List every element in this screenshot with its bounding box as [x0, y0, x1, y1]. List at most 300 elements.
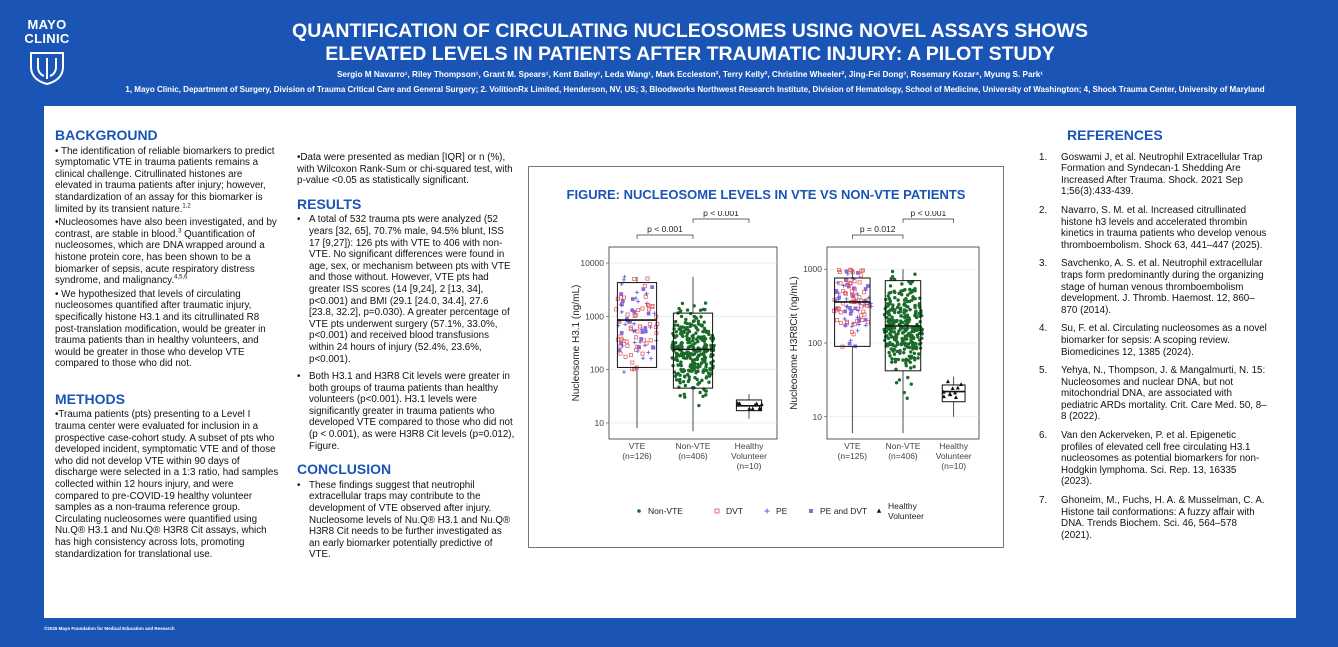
legend-dot-icon — [637, 509, 641, 513]
references-heading: REFERENCES — [1067, 127, 1163, 143]
data-point — [887, 310, 890, 313]
data-point — [678, 373, 681, 376]
data-point — [693, 362, 696, 365]
data-point — [693, 376, 696, 379]
x-tick-sublabel: Volunteer — [935, 451, 972, 461]
data-point — [642, 288, 645, 291]
data-point — [902, 351, 905, 354]
data-point — [909, 366, 912, 369]
data-point — [896, 341, 899, 344]
mayo-clinic-logo — [20, 18, 74, 85]
data-point — [702, 353, 705, 356]
conclusion-heading: CONCLUSION — [297, 461, 392, 478]
data-point — [685, 322, 688, 325]
data-point — [907, 332, 910, 335]
methods-heading: METHODS — [55, 390, 125, 407]
data-point — [694, 331, 697, 334]
data-point — [695, 357, 698, 360]
legend-triangle-icon — [877, 509, 881, 513]
chart-panel-1 — [571, 211, 777, 471]
data-point — [693, 315, 696, 318]
data-point — [908, 308, 911, 311]
data-point — [890, 315, 893, 318]
data-point — [686, 308, 689, 311]
data-point — [913, 352, 916, 355]
data-point — [896, 298, 899, 301]
column-left — [55, 127, 279, 562]
data-point — [699, 337, 702, 340]
copyright-notice: ©2025 Mayo Foundation for Medical Education and Research — [44, 626, 175, 631]
data-point — [687, 369, 690, 372]
data-point — [703, 345, 706, 348]
title-line-2: ELEVATED LEVELS IN PATIENTS AFTER TRAUMATIC INJURY: A PILOT STUDY — [325, 43, 1055, 65]
data-point — [907, 316, 910, 319]
reference-item — [1039, 495, 1269, 541]
data-point — [899, 314, 902, 317]
data-point — [891, 349, 894, 352]
data-point — [709, 355, 712, 358]
data-point — [901, 321, 904, 324]
y-tick-label: 100 — [807, 338, 822, 348]
data-point — [692, 336, 695, 339]
data-point — [708, 374, 711, 377]
reference-item — [1039, 205, 1269, 251]
reference-text: Savchenko, A. S. et al. Neutrophil extracellular traps form predominantly during the organizing stage of human venous thromboembolism development. J. Thromb. Haemost. 12, 860–870 (2014). — [1061, 258, 1264, 316]
x-tick-sublabel: (n=126) — [622, 451, 652, 461]
data-point — [904, 342, 907, 345]
data-point — [696, 370, 699, 373]
conclusion-item: • These findings suggest that neutrophil extracellular traps may contribute to the development of VTE observed after injury. Nucleosome levels of Nu.Q® H3.1 and Nu.Q® H3R8 Cit needs to be further investigated as an early biomarker potentially predictive of VTE. — [297, 480, 515, 561]
data-point — [677, 307, 680, 310]
data-point — [895, 381, 898, 384]
data-point — [887, 351, 890, 354]
data-point — [698, 365, 701, 368]
data-point — [674, 375, 677, 378]
reference-item — [1039, 258, 1269, 316]
data-point — [848, 342, 851, 345]
data-point — [912, 365, 915, 368]
y-tick-label: 100 — [589, 364, 604, 375]
data-point — [905, 337, 908, 340]
data-point — [679, 394, 682, 397]
column-middle — [297, 152, 515, 567]
data-point — [681, 370, 684, 373]
data-point — [915, 347, 918, 350]
comparison-bracket — [637, 235, 693, 239]
background-p1-text: • The identification of reliable biomarkers to predict symptomatic VTE in trauma patients remains a clinical challenge. Citrullinated histones are elevated in trauma patients after injury; however, standardization of an assay for this biomarker is limited by its transient nature. — [55, 145, 275, 215]
reference-item — [1039, 365, 1269, 423]
data-point — [909, 356, 912, 359]
data-point — [647, 312, 650, 315]
data-point — [683, 395, 686, 398]
background-p2-text: •Nucleosomes have also been investigated, and by contrast, are stable in blood. — [55, 217, 277, 240]
data-point — [864, 318, 867, 321]
data-point — [692, 304, 695, 307]
comparison-label: p = 0.012 — [859, 224, 896, 234]
data-point — [913, 306, 916, 309]
data-point — [678, 363, 681, 366]
y-tick-label: 10 — [812, 411, 822, 422]
data-point — [848, 306, 851, 309]
column-right — [1039, 127, 1269, 548]
x-tick-label: Healthy — [939, 441, 969, 451]
data-point — [864, 287, 867, 290]
data-point — [631, 309, 634, 312]
comparison-label: p < 0.001 — [647, 224, 683, 234]
data-point — [888, 354, 891, 357]
data-point — [901, 358, 904, 361]
data-point — [697, 404, 700, 407]
data-point — [913, 273, 916, 276]
background-paragraph-2 — [55, 217, 279, 287]
x-tick-label: VTE — [628, 441, 646, 451]
data-point — [910, 290, 913, 293]
data-point — [891, 275, 894, 278]
data-point — [651, 346, 654, 349]
data-point — [903, 316, 906, 319]
methods-paragraph-2: •Data were presented as median [IQR] or n (%), with Wilcoxon Rank-Sum or chi-squared test, with p-value <0.05 as statistically significant. — [297, 152, 513, 187]
data-point — [695, 326, 698, 329]
data-point — [898, 351, 901, 354]
data-point — [889, 284, 892, 287]
data-point — [620, 331, 623, 334]
affiliation-list: 1, Mayo Clinic, Department of Surgery, Division of Trauma Critical Care and General Surgery; 2. VolitionRx Limited, Henderson, NV, US; 3, Bloodworks Northwest Research Institute, Division of Hematology, School of Medicine, University of Washington; 4, Shock Trauma Center, University of Maryland — [125, 85, 1265, 94]
data-point — [919, 320, 922, 323]
data-point — [698, 391, 701, 394]
data-point — [697, 381, 700, 384]
data-point — [704, 350, 707, 353]
y-tick-label: 1000 — [803, 264, 822, 275]
data-point — [700, 362, 703, 365]
data-point — [675, 378, 678, 381]
legend-item — [877, 501, 924, 521]
data-point — [687, 380, 690, 383]
data-point — [675, 355, 678, 358]
x-tick-label: Healthy — [734, 441, 764, 451]
reference-text: Ghoneim, M., Fuchs, H. A. & Musselman, C. A. Histone tail conformations: A fuzzy affair with DNA. Trends Biochem. Sci. 46, 564–578 (2021). — [1061, 495, 1265, 541]
chart-legend — [637, 501, 924, 521]
data-point — [891, 270, 894, 273]
logo-line-1: MAYO — [27, 17, 67, 32]
data-point — [906, 322, 909, 325]
data-point — [916, 356, 919, 359]
reference-item — [1039, 430, 1269, 488]
data-point — [893, 308, 896, 311]
data-point — [684, 318, 687, 321]
data-point — [644, 326, 647, 329]
data-point — [893, 291, 896, 294]
data-point — [910, 382, 913, 385]
legend-label: PE — [776, 506, 788, 516]
legend-item — [765, 506, 788, 516]
data-point — [684, 384, 687, 387]
legend-label: PE and DVT — [820, 506, 868, 516]
reference-number: 2. — [1039, 204, 1048, 216]
reference-text: Yehya, N., Thompson, J. & Mangalmurti, N. 15: Nucleosomes and nuclear DNA, but not mitochondrial DNA, are associated with pediatric ARDs mortality. Crit. Care Med. 50, 8–8 (2022). — [1061, 365, 1267, 423]
data-point — [895, 336, 898, 339]
conclusion-list — [297, 480, 515, 561]
data-point — [890, 318, 893, 321]
citation-sup: 1,2 — [182, 203, 191, 210]
data-point — [690, 367, 693, 370]
data-point — [914, 313, 917, 316]
data-point — [906, 293, 909, 296]
data-point — [705, 389, 708, 392]
x-tick-label: Non-VTE — [885, 441, 921, 451]
reference-number: 7. — [1039, 495, 1048, 507]
comparison-bracket — [852, 235, 903, 239]
data-point — [678, 378, 681, 381]
data-point — [884, 298, 887, 301]
data-point — [844, 324, 847, 327]
legend-item — [637, 506, 683, 516]
y-axis-label: Nucleosome H3.1 (ng/mL) — [571, 284, 582, 402]
poster-title — [190, 20, 1190, 66]
data-point — [680, 354, 683, 357]
legend-plus-icon — [765, 509, 770, 514]
reference-text: Navarro, S. M. et al. Increased citrullinated histone h3 levels and accelerated thrombin kinetics in trauma patients who develop venous thromboembolism. Shock 63, 441–447 (2025). — [1061, 204, 1267, 251]
data-point — [905, 358, 908, 361]
data-point — [902, 330, 905, 333]
figure-plot-area — [549, 211, 985, 531]
data-point — [683, 393, 686, 396]
data-point — [896, 306, 899, 309]
x-tick-sublabel: (n=10) — [736, 461, 762, 471]
background-p2b-text: Quantification of nucleosomes, which are DNA wrapped around a histone protein core, has been shown to be a biomarker of sepsis, acute respiratory distress syndrome, and malignancy. — [55, 228, 265, 287]
data-point — [692, 319, 695, 322]
data-point — [858, 319, 861, 322]
data-point — [895, 320, 898, 323]
data-point — [903, 308, 906, 311]
logo-line-2: CLINIC — [24, 31, 70, 46]
references-list — [1039, 152, 1269, 542]
data-point — [890, 327, 893, 330]
data-point — [705, 363, 708, 366]
data-point — [902, 311, 905, 314]
data-point — [687, 351, 690, 354]
data-point — [897, 311, 900, 314]
data-point — [651, 286, 654, 289]
reference-item — [1039, 323, 1269, 358]
data-point — [890, 357, 893, 360]
data-point — [704, 356, 707, 359]
figure-box — [528, 166, 1004, 548]
background-paragraph-1 — [55, 146, 279, 216]
data-point — [899, 342, 902, 345]
x-tick-sublabel: (n=406) — [678, 451, 708, 461]
data-point — [705, 376, 708, 379]
data-point — [913, 358, 916, 361]
data-point — [897, 292, 900, 295]
data-point — [620, 292, 623, 295]
x-tick-sublabel: (n=406) — [888, 451, 918, 461]
data-point — [691, 359, 694, 362]
data-point — [618, 349, 621, 352]
data-point — [689, 356, 692, 359]
y-tick-label: 10 — [594, 417, 604, 428]
data-point — [674, 320, 677, 323]
data-point — [688, 322, 691, 325]
poster-body — [44, 106, 1296, 618]
data-point — [890, 360, 893, 363]
data-point — [697, 319, 700, 322]
data-point — [621, 300, 624, 303]
data-point — [681, 302, 684, 305]
data-point — [907, 346, 910, 349]
data-point — [888, 341, 891, 344]
methods-paragraph-1: •Trauma patients (pts) presenting to a Level I trauma center were evaluated for inclusion in a prospective case-cohort study. A subset of pts who developed incident, symptomatic VTE and of those who did not develop VTE within 90 days of discharge were selected in a 1:3 ratio, had samples collected within 12 hours injury, and were compared to pre-COVID-19 healthy volunteer samples as a non-trauma reference group. Circulating nucleosomes were quantified using Nu.Q® H3.1 and Nu.Q® H3R8 Cit assays, which has high consistency across lots, promoting standardization for translational use. — [55, 409, 279, 560]
data-point — [906, 305, 909, 308]
data-point — [894, 358, 897, 361]
data-point — [707, 333, 710, 336]
data-point — [704, 329, 707, 332]
reference-number: 1. — [1039, 151, 1048, 163]
y-tick-label: 1000 — [585, 311, 604, 322]
data-point — [693, 341, 696, 344]
data-point — [903, 391, 906, 394]
poster-header — [0, 0, 1338, 104]
results-item: • A total of 532 trauma pts were analyzed (52 years [32, 65], 70.7% male, 94.5% blunt, ISS 17 [9,27]): 126 pts with VTE to 406 with non-VTE. No significant differences were found in age, sex, or mechanism between pts with VTE and those without. However, VTE pts had greater ISS scores (14 [9,24], 2 [13, 34], p<0.001) and BMI (29.1 [24.0, 34.4], 27.6 [23.8, 32.2], p=0.030). A greater percentage of VTE pts underwent surgery (57.1%, 33.0%, p<0.001) and received blood transfusions within 24 hours of injury (52.4%, 23.6%, p<0.001). — [297, 214, 515, 365]
data-point — [686, 332, 689, 335]
data-point — [683, 375, 686, 378]
data-point — [908, 300, 911, 303]
data-point — [676, 359, 679, 362]
x-tick-label: Non-VTE — [675, 441, 711, 451]
figure-title: FIGURE: NUCLEOSOME LEVELS IN VTE VS NON-VTE PATIENTS — [566, 187, 966, 202]
data-point — [866, 284, 869, 287]
data-point — [702, 308, 705, 311]
y-axis-label: Nucleosome H3R8Cit (ng/mL) — [789, 276, 800, 410]
data-point — [914, 309, 917, 312]
results-item: • Both H3.1 and H3R8 Cit levels were greater in both groups of trauma patients than healthy volunteers (p<0.001). H3.1 levels were significantly greater in trauma patients who developed VTE compared to those who did not (p < 0.001), as were H3R8 Cit levels (p=0.012), Figure. — [297, 371, 515, 452]
reference-text: Van den Ackerveken, P. et al. Epigenetic profiles of elevated cell free circulating H3.1 nucleosomes as potential biomarkers for non-Hodgkin lymphoma. Sci. Rep. 13, 16335 (2023). — [1061, 430, 1260, 488]
legend-label: Healthy — [888, 501, 917, 511]
data-point — [688, 375, 691, 378]
data-point — [903, 347, 906, 350]
chart-panel-2 — [789, 211, 979, 471]
data-point — [671, 332, 674, 335]
data-point — [676, 324, 679, 327]
data-point — [887, 337, 890, 340]
data-point — [905, 397, 908, 400]
data-point — [844, 310, 847, 313]
data-point — [898, 378, 901, 381]
citation-sup: 4,5,6 — [174, 274, 188, 281]
results-heading: RESULTS — [297, 195, 362, 212]
data-point — [904, 297, 907, 300]
data-point — [891, 303, 894, 306]
background-heading: BACKGROUND — [55, 127, 158, 143]
legend-label: Volunteer — [888, 511, 924, 521]
data-point — [917, 352, 920, 355]
data-point — [680, 341, 683, 344]
data-point — [901, 289, 904, 292]
reference-number: 4. — [1039, 323, 1048, 335]
x-tick-label: VTE — [844, 441, 861, 451]
reference-number: 3. — [1039, 258, 1048, 270]
legend-item — [809, 506, 867, 516]
reference-text: Su, F. et al. Circulating nucleosomes as a novel biomarker for sepsis: A scoping review. Biomedicines 12, 1385 (2024). — [1061, 323, 1267, 358]
mayo-shields-icon — [27, 49, 67, 85]
data-point — [707, 381, 710, 384]
comparison-bracket — [903, 219, 954, 223]
data-point — [889, 291, 892, 294]
data-point — [697, 354, 700, 357]
author-list: Sergio M Navarro¹, Riley Thompson¹, Grant M. Spears¹, Kent Bailey¹, Leda Wang¹, Mark Eccleston², Terry Kelly², Christine Wheeler², Jing-Fei Dong³, Rosemary Kozar⁴, Myung S. Park¹ — [336, 70, 1044, 79]
data-point — [893, 296, 896, 299]
data-point — [691, 353, 694, 356]
data-point — [689, 364, 692, 367]
background-paragraph-3: • We hypothesized that levels of circulating nucleosomes quantified after traumatic injury, specifically histone H3.1 and its citrullinated R8 post-translation modification, would be greater in trauma patients than in healthy volunteers, and would be greater in those who develop VTE compared to those who did not. — [55, 288, 266, 370]
reference-number: 6. — [1039, 430, 1048, 442]
data-point — [909, 350, 912, 353]
data-point — [888, 297, 891, 300]
data-point — [893, 326, 896, 329]
reference-item — [1039, 152, 1269, 198]
data-point — [900, 282, 903, 285]
data-point — [904, 319, 907, 322]
results-list — [297, 214, 515, 452]
data-point — [905, 364, 908, 367]
x-tick-sublabel: Volunteer — [731, 451, 767, 461]
data-point — [916, 335, 919, 338]
comparison-bracket — [693, 219, 749, 223]
x-tick-sublabel: (n=125) — [837, 451, 868, 461]
data-point — [705, 369, 708, 372]
data-point — [699, 323, 702, 326]
comparison-label: p < 0.001 — [703, 211, 739, 218]
data-point — [701, 395, 704, 398]
data-point — [894, 344, 897, 347]
title-line-1: QUANTIFICATION OF CIRCULATING NUCLEOSOMES USING NOVEL ASSAYS SHOWS — [292, 20, 1088, 42]
reference-number: 5. — [1039, 365, 1048, 377]
data-point — [703, 320, 706, 323]
data-point — [704, 301, 707, 304]
data-point — [681, 335, 684, 338]
data-point — [644, 330, 647, 333]
citation-sup: 3 — [178, 228, 182, 235]
legend-label: Non-VTE — [648, 506, 683, 516]
data-point — [692, 346, 695, 349]
legend-item — [715, 506, 743, 516]
data-point — [685, 328, 688, 331]
data-point — [686, 354, 689, 357]
comparison-label: p < 0.001 — [910, 211, 947, 218]
data-point — [854, 307, 857, 310]
y-tick-label: 10000 — [580, 258, 604, 269]
data-point — [889, 333, 892, 336]
data-point — [909, 338, 912, 341]
data-point — [888, 302, 891, 305]
data-point — [679, 326, 682, 329]
data-point — [695, 350, 698, 353]
data-point — [913, 287, 916, 290]
data-point — [699, 315, 702, 318]
legend-square-icon — [715, 509, 719, 513]
data-point — [680, 315, 683, 318]
reference-text: Goswami J, et al. Neutrophil Extracellular Trap Formation and Syndecan-1 Shedding Are Increased After Trauma. Shock. 2021 Sep 1;56(3):433-439. — [1061, 151, 1263, 198]
x-tick-sublabel: (n=10) — [941, 461, 967, 471]
legend-label: DVT — [726, 506, 743, 516]
data-point — [682, 380, 685, 383]
data-point — [675, 330, 678, 333]
data-point — [700, 379, 703, 382]
data-point — [893, 353, 896, 356]
nucleosome-charts — [549, 211, 985, 531]
legend-filled-square-icon — [809, 509, 813, 513]
data-point — [688, 341, 691, 344]
data-point — [906, 376, 909, 379]
